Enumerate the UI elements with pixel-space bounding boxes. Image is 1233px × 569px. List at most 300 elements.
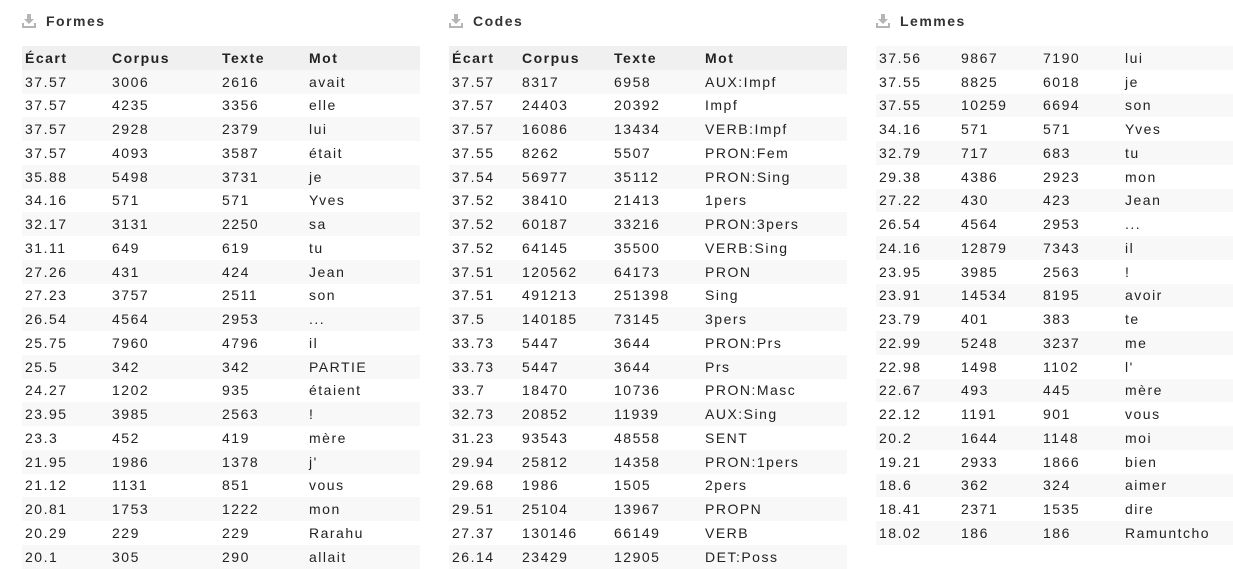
lemmes-table bbox=[876, 46, 1233, 545]
mot-cell: sa bbox=[306, 212, 420, 236]
table-row bbox=[22, 165, 420, 189]
table-row bbox=[876, 307, 1233, 331]
mot-cell: ... bbox=[306, 307, 420, 331]
corpus-cell: 3757 bbox=[109, 284, 219, 308]
mot-cell: moi bbox=[1122, 426, 1233, 450]
texte-cell: 571 bbox=[1040, 117, 1122, 141]
table-row bbox=[876, 46, 1233, 70]
mot-cell: avoir bbox=[1122, 284, 1233, 308]
texte-cell: 2616 bbox=[219, 70, 306, 94]
ecart-cell: 29.51 bbox=[449, 497, 519, 521]
corpus-cell: 4564 bbox=[109, 307, 219, 331]
corpus-cell: 649 bbox=[109, 236, 219, 260]
column-header-ecart[interactable]: Écart bbox=[25, 49, 68, 66]
download-icon bbox=[22, 14, 36, 28]
ecart-cell: 29.38 bbox=[876, 165, 958, 189]
corpus-cell: 4093 bbox=[109, 141, 219, 165]
codes-download-button[interactable] bbox=[449, 11, 523, 31]
mot-cell: elle bbox=[306, 94, 420, 118]
corpus-cell: 401 bbox=[958, 307, 1040, 331]
mot-cell: 2pers bbox=[702, 474, 847, 498]
ecart-cell: 32.73 bbox=[449, 402, 519, 426]
mot-cell: DET:Poss bbox=[702, 545, 847, 569]
ecart-cell: 18.02 bbox=[876, 521, 958, 545]
lemmes-download-button[interactable] bbox=[876, 11, 966, 31]
table-row bbox=[876, 117, 1233, 141]
column-header-ecart[interactable]: Écart bbox=[452, 49, 495, 66]
ecart-cell: 19.21 bbox=[876, 450, 958, 474]
texte-cell: 48558 bbox=[611, 426, 702, 450]
mot-cell: ... bbox=[1122, 212, 1233, 236]
corpus-cell: 491213 bbox=[519, 284, 611, 308]
mot-cell: Yves bbox=[306, 189, 420, 213]
corpus-cell: 120562 bbox=[519, 260, 611, 284]
mot-cell: PRON:Masc bbox=[702, 379, 847, 403]
column-header-mot[interactable]: Mot bbox=[705, 49, 735, 66]
table-row bbox=[22, 284, 420, 308]
corpus-cell: 10259 bbox=[958, 94, 1040, 118]
texte-cell: 1102 bbox=[1040, 355, 1122, 379]
table-row bbox=[22, 141, 420, 165]
mot-cell: Prs bbox=[702, 355, 847, 379]
ecart-cell: 37.52 bbox=[449, 189, 519, 213]
texte-cell: 683 bbox=[1040, 141, 1122, 165]
texte-cell: 1866 bbox=[1040, 450, 1122, 474]
formes-header-row bbox=[22, 46, 420, 70]
ecart-cell: 23.91 bbox=[876, 284, 958, 308]
corpus-cell: 3006 bbox=[109, 70, 219, 94]
mot-cell: lui bbox=[306, 117, 420, 141]
ecart-cell: 31.11 bbox=[22, 236, 109, 260]
corpus-cell: 1753 bbox=[109, 497, 219, 521]
table-row bbox=[22, 260, 420, 284]
ecart-cell: 37.57 bbox=[449, 70, 519, 94]
texte-cell: 35500 bbox=[611, 236, 702, 260]
corpus-cell: 14534 bbox=[958, 284, 1040, 308]
texte-cell: 3644 bbox=[611, 331, 702, 355]
texte-cell: 35112 bbox=[611, 165, 702, 189]
mot-cell: aimer bbox=[1122, 474, 1233, 498]
texte-cell: 13967 bbox=[611, 497, 702, 521]
ecart-cell: 22.98 bbox=[876, 355, 958, 379]
table-row bbox=[22, 307, 420, 331]
mot-cell: était bbox=[306, 141, 420, 165]
texte-cell: 342 bbox=[219, 355, 306, 379]
texte-cell: 419 bbox=[219, 426, 306, 450]
mot-cell: Rarahu bbox=[306, 521, 420, 545]
ecart-cell: 27.37 bbox=[449, 521, 519, 545]
texte-cell: 229 bbox=[219, 521, 306, 545]
table-row bbox=[876, 521, 1233, 545]
ecart-cell: 35.88 bbox=[22, 165, 109, 189]
texte-cell: 7190 bbox=[1040, 46, 1122, 70]
ecart-cell: 18.41 bbox=[876, 497, 958, 521]
table-row bbox=[22, 450, 420, 474]
texte-cell: 5507 bbox=[611, 141, 702, 165]
texte-cell: 3237 bbox=[1040, 331, 1122, 355]
table-row bbox=[876, 450, 1233, 474]
mot-cell: avait bbox=[306, 70, 420, 94]
table-row bbox=[449, 426, 847, 450]
table-row bbox=[876, 212, 1233, 236]
mot-cell: mère bbox=[306, 426, 420, 450]
column-header-corpus[interactable]: Corpus bbox=[522, 49, 580, 66]
table-row bbox=[876, 402, 1233, 426]
ecart-cell: 37.55 bbox=[876, 70, 958, 94]
corpus-cell: 1986 bbox=[109, 450, 219, 474]
corpus-cell: 12879 bbox=[958, 236, 1040, 260]
ecart-cell: 37.57 bbox=[22, 117, 109, 141]
texte-cell: 7343 bbox=[1040, 236, 1122, 260]
ecart-cell: 24.27 bbox=[22, 379, 109, 403]
texte-cell: 6694 bbox=[1040, 94, 1122, 118]
table-row bbox=[876, 474, 1233, 498]
corpus-cell: 5447 bbox=[519, 331, 611, 355]
texte-cell: 66149 bbox=[611, 521, 702, 545]
ecart-cell: 20.81 bbox=[22, 497, 109, 521]
texte-cell: 6018 bbox=[1040, 70, 1122, 94]
ecart-cell: 37.56 bbox=[876, 46, 958, 70]
ecart-cell: 33.7 bbox=[449, 379, 519, 403]
table-row bbox=[449, 474, 847, 498]
corpus-cell: 305 bbox=[109, 545, 219, 569]
mot-cell: PRON:Prs bbox=[702, 331, 847, 355]
texte-cell: 2953 bbox=[219, 307, 306, 331]
corpus-cell: 1498 bbox=[958, 355, 1040, 379]
table-row bbox=[449, 331, 847, 355]
download-icon bbox=[876, 14, 890, 28]
ecart-cell: 20.1 bbox=[22, 545, 109, 569]
texte-cell: 901 bbox=[1040, 402, 1122, 426]
mot-cell: étaient bbox=[306, 379, 420, 403]
ecart-cell: 23.95 bbox=[876, 260, 958, 284]
formes-table bbox=[22, 46, 420, 569]
corpus-cell: 9867 bbox=[958, 46, 1040, 70]
corpus-cell: 2933 bbox=[958, 450, 1040, 474]
ecart-cell: 23.79 bbox=[876, 307, 958, 331]
texte-cell: 2511 bbox=[219, 284, 306, 308]
table-row bbox=[876, 284, 1233, 308]
table-row bbox=[22, 70, 420, 94]
mot-cell: il bbox=[306, 331, 420, 355]
corpus-cell: 8262 bbox=[519, 141, 611, 165]
table-row bbox=[22, 236, 420, 260]
mot-cell: SENT bbox=[702, 426, 847, 450]
corpus-cell: 3985 bbox=[109, 402, 219, 426]
ecart-cell: 33.73 bbox=[449, 331, 519, 355]
ecart-cell: 37.55 bbox=[449, 141, 519, 165]
table-row bbox=[449, 497, 847, 521]
table-row bbox=[876, 94, 1233, 118]
table-row bbox=[22, 189, 420, 213]
table-row bbox=[449, 379, 847, 403]
mot-cell: son bbox=[306, 284, 420, 308]
table-row bbox=[22, 331, 420, 355]
mot-cell: AUX:Sing bbox=[702, 402, 847, 426]
corpus-cell: 4564 bbox=[958, 212, 1040, 236]
mot-cell: allait bbox=[306, 545, 420, 569]
table-row bbox=[876, 497, 1233, 521]
mot-cell: j' bbox=[306, 450, 420, 474]
corpus-cell: 23429 bbox=[519, 545, 611, 569]
codes-header-row bbox=[449, 46, 847, 70]
table-row bbox=[449, 260, 847, 284]
texte-cell: 186 bbox=[1040, 521, 1122, 545]
codes-table bbox=[449, 46, 847, 569]
ecart-cell: 37.57 bbox=[22, 141, 109, 165]
table-row bbox=[449, 521, 847, 545]
mot-cell: te bbox=[1122, 307, 1233, 331]
corpus-cell: 1202 bbox=[109, 379, 219, 403]
texte-cell: 14358 bbox=[611, 450, 702, 474]
mot-cell: Yves bbox=[1122, 117, 1233, 141]
table-row bbox=[22, 402, 420, 426]
ecart-cell: 37.52 bbox=[449, 236, 519, 260]
ecart-cell: 31.23 bbox=[449, 426, 519, 450]
column-header-mot[interactable]: Mot bbox=[309, 49, 339, 66]
corpus-cell: 5248 bbox=[958, 331, 1040, 355]
corpus-cell: 2928 bbox=[109, 117, 219, 141]
corpus-cell: 3985 bbox=[958, 260, 1040, 284]
ecart-cell: 21.95 bbox=[22, 450, 109, 474]
corpus-cell: 4235 bbox=[109, 94, 219, 118]
mot-cell: ! bbox=[1122, 260, 1233, 284]
texte-cell: 383 bbox=[1040, 307, 1122, 331]
table-row bbox=[876, 165, 1233, 189]
texte-cell: 33216 bbox=[611, 212, 702, 236]
table-row bbox=[449, 402, 847, 426]
table-row bbox=[22, 117, 420, 141]
ecart-cell: 37.51 bbox=[449, 260, 519, 284]
table-row bbox=[449, 236, 847, 260]
corpus-cell: 25104 bbox=[519, 497, 611, 521]
texte-cell: 2923 bbox=[1040, 165, 1122, 189]
table-row bbox=[449, 117, 847, 141]
ecart-cell: 21.12 bbox=[22, 474, 109, 498]
table-row bbox=[876, 355, 1233, 379]
mot-cell: VERB:Sing bbox=[702, 236, 847, 260]
ecart-cell: 37.54 bbox=[449, 165, 519, 189]
mot-cell: PRON:Sing bbox=[702, 165, 847, 189]
texte-cell: 64173 bbox=[611, 260, 702, 284]
table-row bbox=[876, 141, 1233, 165]
table-row bbox=[22, 426, 420, 450]
texte-cell: 3731 bbox=[219, 165, 306, 189]
corpus-cell: 8825 bbox=[958, 70, 1040, 94]
texte-cell: 10736 bbox=[611, 379, 702, 403]
ecart-cell: 34.16 bbox=[876, 117, 958, 141]
table-row bbox=[22, 545, 420, 569]
mot-cell: Sing bbox=[702, 284, 847, 308]
ecart-cell: 37.51 bbox=[449, 284, 519, 308]
column-header-texte[interactable]: Texte bbox=[614, 49, 658, 66]
texte-cell: 11939 bbox=[611, 402, 702, 426]
table-row bbox=[22, 94, 420, 118]
texte-cell: 290 bbox=[219, 545, 306, 569]
texte-cell: 13434 bbox=[611, 117, 702, 141]
mot-cell: son bbox=[1122, 94, 1233, 118]
mot-cell: vous bbox=[306, 474, 420, 498]
texte-cell: 1222 bbox=[219, 497, 306, 521]
table-row bbox=[449, 212, 847, 236]
texte-cell: 1535 bbox=[1040, 497, 1122, 521]
texte-cell: 935 bbox=[219, 379, 306, 403]
texte-cell: 324 bbox=[1040, 474, 1122, 498]
ecart-cell: 27.22 bbox=[876, 189, 958, 213]
lemmes-title: Lemmes bbox=[900, 13, 966, 29]
mot-cell: 3pers bbox=[702, 307, 847, 331]
download-icon bbox=[449, 14, 463, 28]
mot-cell: VERB:Impf bbox=[702, 117, 847, 141]
corpus-cell: 2371 bbox=[958, 497, 1040, 521]
corpus-cell: 56977 bbox=[519, 165, 611, 189]
mot-cell: PARTIE bbox=[306, 355, 420, 379]
corpus-cell: 493 bbox=[958, 379, 1040, 403]
corpus-cell: 140185 bbox=[519, 307, 611, 331]
ecart-cell: 26.54 bbox=[22, 307, 109, 331]
corpus-cell: 186 bbox=[958, 521, 1040, 545]
table-row bbox=[876, 70, 1233, 94]
table-row bbox=[449, 284, 847, 308]
corpus-cell: 1986 bbox=[519, 474, 611, 498]
ecart-cell: 27.23 bbox=[22, 284, 109, 308]
texte-cell: 21413 bbox=[611, 189, 702, 213]
table-row bbox=[876, 379, 1233, 403]
ecart-cell: 34.16 bbox=[22, 189, 109, 213]
mot-cell: tu bbox=[306, 236, 420, 260]
texte-cell: 619 bbox=[219, 236, 306, 260]
table-row bbox=[22, 212, 420, 236]
mot-cell: PRON:Fem bbox=[702, 141, 847, 165]
table-row bbox=[449, 450, 847, 474]
ecart-cell: 20.29 bbox=[22, 521, 109, 545]
mot-cell: PRON:1pers bbox=[702, 450, 847, 474]
ecart-cell: 18.6 bbox=[876, 474, 958, 498]
corpus-cell: 7960 bbox=[109, 331, 219, 355]
ecart-cell: 24.16 bbox=[876, 236, 958, 260]
corpus-cell: 717 bbox=[958, 141, 1040, 165]
corpus-cell: 229 bbox=[109, 521, 219, 545]
mot-cell: me bbox=[1122, 331, 1233, 355]
texte-cell: 4796 bbox=[219, 331, 306, 355]
column-header-texte[interactable]: Texte bbox=[222, 49, 266, 66]
ecart-cell: 37.57 bbox=[449, 94, 519, 118]
table-row bbox=[449, 141, 847, 165]
corpus-cell: 130146 bbox=[519, 521, 611, 545]
mot-cell: dire bbox=[1122, 497, 1233, 521]
mot-cell: PRON bbox=[702, 260, 847, 284]
ecart-cell: 29.94 bbox=[449, 450, 519, 474]
texte-cell: 251398 bbox=[611, 284, 702, 308]
table-row bbox=[449, 545, 847, 569]
ecart-cell: 37.5 bbox=[449, 307, 519, 331]
ecart-cell: 20.2 bbox=[876, 426, 958, 450]
corpus-cell: 64145 bbox=[519, 236, 611, 260]
ecart-cell: 37.52 bbox=[449, 212, 519, 236]
texte-cell: 1505 bbox=[611, 474, 702, 498]
ecart-cell: 29.68 bbox=[449, 474, 519, 498]
mot-cell: Jean bbox=[306, 260, 420, 284]
table-row bbox=[449, 165, 847, 189]
ecart-cell: 22.99 bbox=[876, 331, 958, 355]
mot-cell: PROPN bbox=[702, 497, 847, 521]
corpus-cell: 571 bbox=[109, 189, 219, 213]
texte-cell: 424 bbox=[219, 260, 306, 284]
table-row bbox=[876, 236, 1233, 260]
mot-cell: tu bbox=[1122, 141, 1233, 165]
mot-cell: VERB bbox=[702, 521, 847, 545]
texte-cell: 571 bbox=[219, 189, 306, 213]
formes-title: Formes bbox=[46, 13, 106, 29]
mot-cell: bien bbox=[1122, 450, 1233, 474]
table-row bbox=[449, 307, 847, 331]
corpus-cell: 342 bbox=[109, 355, 219, 379]
mot-cell: l' bbox=[1122, 355, 1233, 379]
corpus-cell: 24403 bbox=[519, 94, 611, 118]
texte-cell: 2563 bbox=[1040, 260, 1122, 284]
mot-cell: mon bbox=[306, 497, 420, 521]
column-header-corpus[interactable]: Corpus bbox=[112, 49, 170, 66]
mot-cell: il bbox=[1122, 236, 1233, 260]
ecart-cell: 25.75 bbox=[22, 331, 109, 355]
mot-cell: Impf bbox=[702, 94, 847, 118]
mot-cell: ! bbox=[306, 402, 420, 426]
corpus-cell: 362 bbox=[958, 474, 1040, 498]
mot-cell: 1pers bbox=[702, 189, 847, 213]
corpus-cell: 3131 bbox=[109, 212, 219, 236]
corpus-cell: 5447 bbox=[519, 355, 611, 379]
corpus-cell: 8317 bbox=[519, 70, 611, 94]
texte-cell: 2250 bbox=[219, 212, 306, 236]
texte-cell: 73145 bbox=[611, 307, 702, 331]
mot-cell: PRON:3pers bbox=[702, 212, 847, 236]
table-row bbox=[449, 70, 847, 94]
mot-cell: mère bbox=[1122, 379, 1233, 403]
formes-download-button[interactable] bbox=[22, 11, 106, 31]
texte-cell: 1148 bbox=[1040, 426, 1122, 450]
table-row bbox=[22, 474, 420, 498]
corpus-cell: 430 bbox=[958, 189, 1040, 213]
mot-cell: lui bbox=[1122, 46, 1233, 70]
corpus-cell: 571 bbox=[958, 117, 1040, 141]
ecart-cell: 26.14 bbox=[449, 545, 519, 569]
ecart-cell: 25.5 bbox=[22, 355, 109, 379]
corpus-cell: 38410 bbox=[519, 189, 611, 213]
corpus-cell: 20852 bbox=[519, 402, 611, 426]
corpus-cell: 18470 bbox=[519, 379, 611, 403]
ecart-cell: 37.57 bbox=[22, 94, 109, 118]
texte-cell: 2953 bbox=[1040, 212, 1122, 236]
corpus-cell: 5498 bbox=[109, 165, 219, 189]
table-row bbox=[22, 521, 420, 545]
texte-cell: 2379 bbox=[219, 117, 306, 141]
ecart-cell: 37.55 bbox=[876, 94, 958, 118]
mot-cell: Jean bbox=[1122, 189, 1233, 213]
texte-cell: 2563 bbox=[219, 402, 306, 426]
ecart-cell: 37.57 bbox=[22, 70, 109, 94]
texte-cell: 12905 bbox=[611, 545, 702, 569]
texte-cell: 6958 bbox=[611, 70, 702, 94]
ecart-cell: 32.17 bbox=[22, 212, 109, 236]
ecart-cell: 26.54 bbox=[876, 212, 958, 236]
table-row bbox=[449, 189, 847, 213]
mot-cell: je bbox=[1122, 70, 1233, 94]
corpus-cell: 93543 bbox=[519, 426, 611, 450]
table-row bbox=[876, 260, 1233, 284]
table-row bbox=[876, 189, 1233, 213]
ecart-cell: 27.26 bbox=[22, 260, 109, 284]
texte-cell: 3587 bbox=[219, 141, 306, 165]
